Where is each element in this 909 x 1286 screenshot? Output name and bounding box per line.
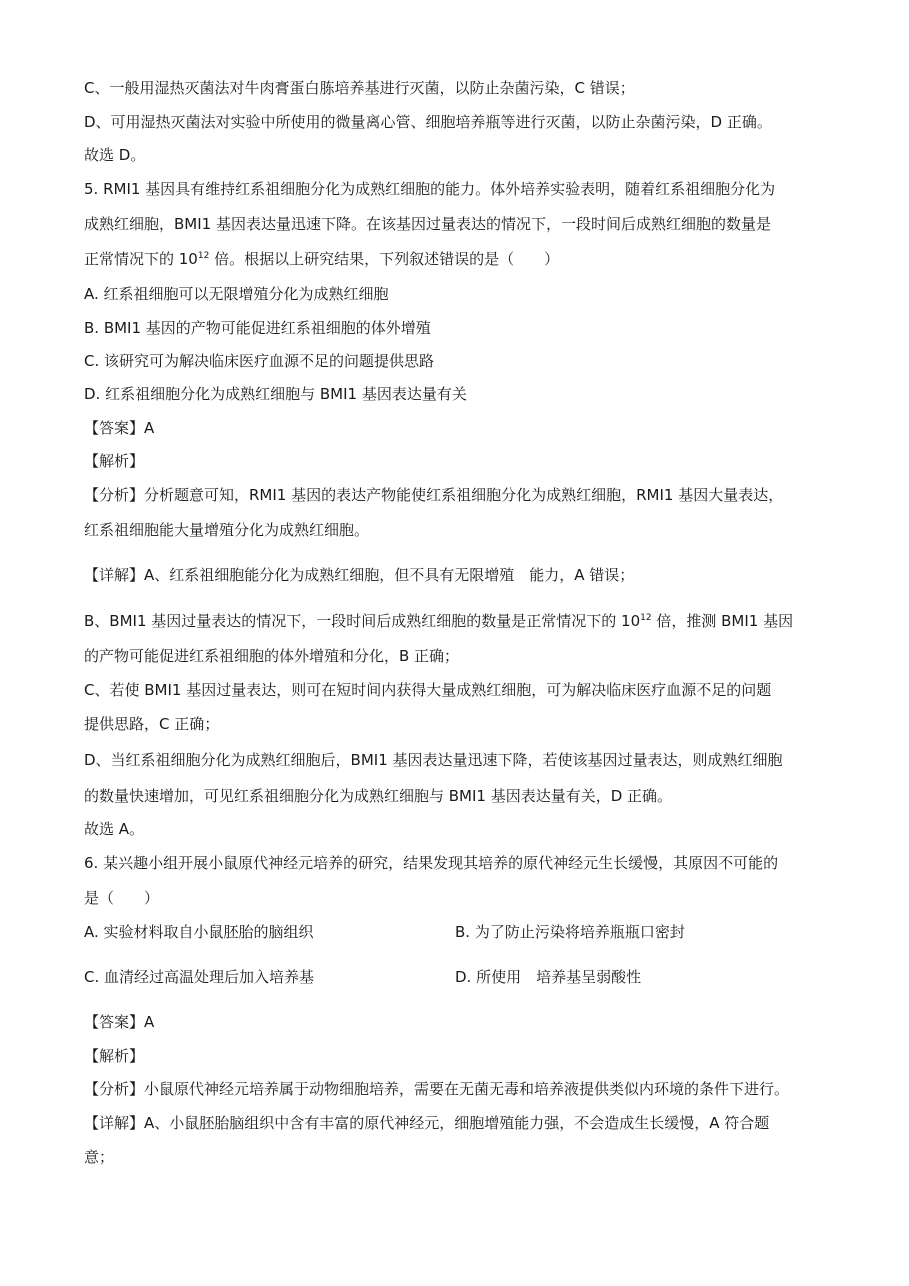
question-6-option-a: A. 实验材料取自小鼠胚胎的脑组织 [84, 923, 314, 941]
question-6-analysis: 【分析】小鼠原代神经元培养属于动物细胞培养，需要在无菌无毒和培养液提供类似内环境的条件下进行。 [84, 1080, 790, 1098]
detail-text: B、BMI1 基因过量表达的情况下，一段时间后成熟红细胞的数量是正常情况下的 10 [84, 612, 641, 630]
question-6-option-b: B. 为了防止污染将培养瓶瓶口密封 [455, 923, 685, 941]
question-5-stem-line-2: 成熟红细胞，BMI1 基因表达量迅速下降。在该基因过量表达的情况下，一段时间后成熟红细胞的数量是 [84, 215, 771, 233]
question-6-option-d: D. 所使用 培养基呈弱酸性 [455, 968, 642, 986]
conclusion-line: 故选 D。 [84, 146, 146, 164]
analysis-option-c-line: C、一般用湿热灭菌法对牛肉膏蛋白胨培养基进行灭菌，以防止杂菌污染，C 错误； [84, 79, 635, 97]
question-5-answer: 【答案】A [84, 419, 155, 437]
question-5-option-a: A. 红系祖细胞可以无限增殖分化为成熟红细胞 [84, 285, 389, 303]
exponent: 12 [640, 613, 652, 623]
question-6-detail-a-line-1: 【详解】A、小鼠胚胎脑组织中含有丰富的原代神经元，细胞增殖能力强，不会造成生长缓慢，A 符合题 [84, 1114, 770, 1132]
question-5-conclusion: 故选 A。 [84, 820, 145, 838]
analysis-option-d-line: D、可用湿热灭菌法对实验中所使用的微量离心管、细胞培养瓶等进行灭菌，以防止杂菌污染，D 正确。 [84, 113, 772, 131]
question-6-option-c: C. 血清经过高温处理后加入培养基 [84, 968, 315, 986]
question-5-detail-b-line-1 [84, 611, 793, 631]
question-5-analysis-line-1: 【分析】分析题意可知，RMI1 基因的表达产物能使红系祖细胞分化为成熟红细胞，RMI1 基因大量表达， [84, 486, 784, 504]
question-5-option-d: D. 红系祖细胞分化为成熟红细胞与 BMI1 基因表达量有关 [84, 385, 467, 403]
question-5-stem-line-3 [84, 249, 559, 269]
question-5-detail-d-line-2: 的数量快速增加，可见红系祖细胞分化为成熟红细胞与 BMI1 基因表达量有关，D 正确。 [84, 787, 673, 805]
question-6-explanation-heading: 【解析】 [84, 1047, 145, 1065]
exponent: 12 [197, 251, 210, 261]
question-5-detail-c-line-2: 提供思路，C 正确； [84, 715, 220, 733]
question-5-detail-b-line-2: 的产物可能促进红系祖细胞的体外增殖和分化，B 正确； [84, 647, 460, 665]
question-5-stem-line-1: 5. RMI1 基因具有维持红系祖细胞分化为成熟红细胞的能力。体外培养实验表明，随着红系祖细胞分化为 [84, 180, 776, 198]
question-5-detail-a: 【详解】A、红系祖细胞能分化为成熟红细胞，但不具有无限增殖 能力，A 错误； [84, 566, 635, 584]
stem-text: 倍。根据以上研究结果，下列叙述错误的是（ ） [209, 250, 560, 268]
question-5-option-b: B. BMI1 基因的产物可能促进红系祖细胞的体外增殖 [84, 319, 431, 337]
question-6-stem-line-2: 是（ ） [84, 889, 160, 907]
detail-text: 倍，推测 BMI1 基因 [651, 612, 794, 630]
question-6-stem-line-1: 6. 某兴趣小组开展小鼠原代神经元培养的研究，结果发现其培养的原代神经元生长缓慢，其原因不可能的 [84, 854, 779, 872]
question-6-detail-a-line-2: 意； [84, 1148, 115, 1166]
question-5-explanation-heading: 【解析】 [84, 452, 145, 470]
stem-text: 正常情况下的 10 [84, 250, 198, 268]
question-5-detail-d-line-1: D、当红系祖细胞分化为成熟红细胞后，BMI1 基因表达量迅速下降，若使该基因过量表达，则成熟红细胞 [84, 751, 783, 769]
question-5-option-c: C. 该研究可为解决临床医疗血源不足的问题提供思路 [84, 352, 435, 370]
question-6-answer: 【答案】A [84, 1013, 155, 1031]
question-5-detail-c-line-1: C、若使 BMI1 基因过量表达，则可在短时间内获得大量成熟红细胞，可为解决临床医疗血源不足的问题 [84, 681, 772, 699]
question-5-analysis-line-2: 红系祖细胞能大量增殖分化为成熟红细胞。 [84, 521, 370, 539]
